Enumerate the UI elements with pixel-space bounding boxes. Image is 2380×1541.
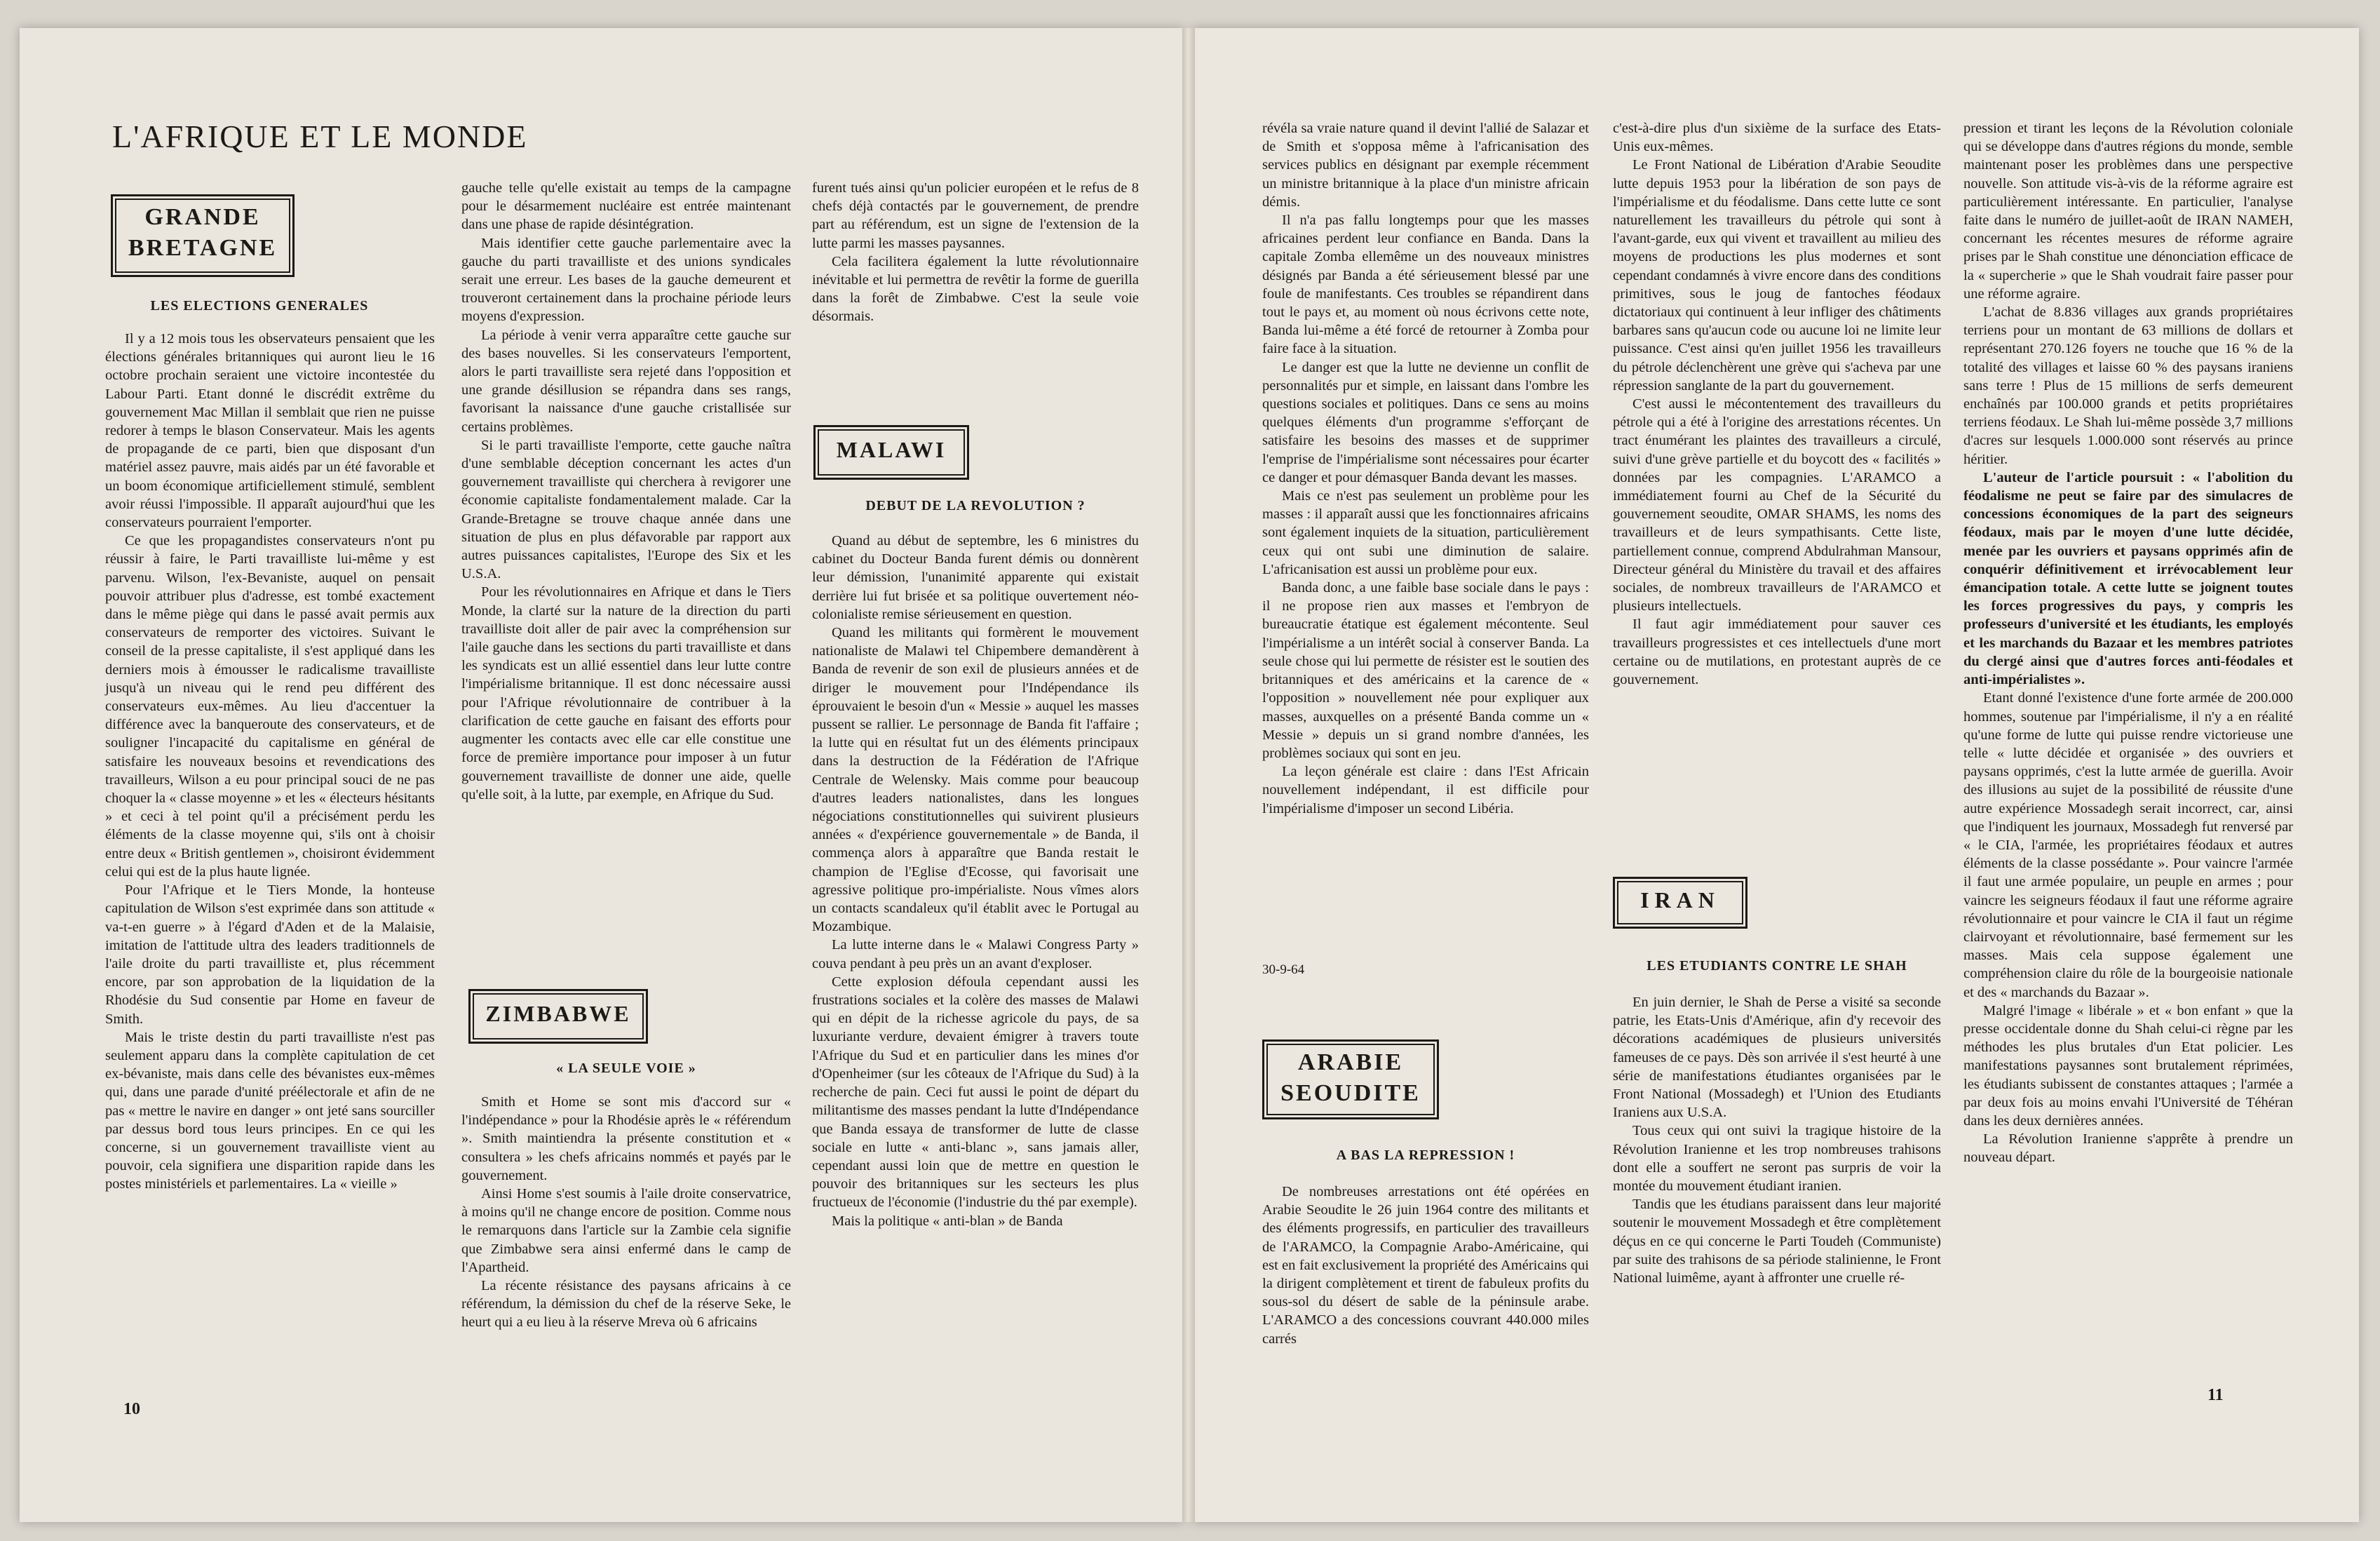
iran-continued-column <box>1963 119 2293 1167</box>
malawi-paragraph: La leçon générale est claire : dans l'Est Africain nouvellement indépendant, il est difficile pour l'impérialisme d'imposer un second Libéria. <box>1262 764 1589 816</box>
gb-subheading: LES ELECTIONS GENERALES <box>150 298 369 314</box>
malawi-paragraph: Mais ce n'est pas seulement un problème pour les masses : il apparaît aussi que les fonctionnaires africains sont également inquiets de la situation, particulièrement ceux qui ont subi une diminution de salaire. L'africanisation est aussi un problème pour eux. <box>1262 488 1589 577</box>
page-gutter <box>1182 28 1195 1522</box>
malawi-column <box>812 532 1139 1230</box>
iran-paragraph: Tandis que les étudians paraissent dans leur majorité soutenir le mouvement Mossadegh et être complètement déçus en ce qui concerne le Parti Toudeh (Communiste) par suite des trahisons de sa période stalinienne, le Front National luimême, ayant à affronter une cruelle ré- <box>1613 1197 1941 1286</box>
malawi-paragraph: La lutte interne dans le « Malawi Congress Party » couva pendant à peu près un an avant d'exploser. <box>812 937 1139 971</box>
zimbabwe-subheading: « LA SEULE VOIE » <box>556 1061 696 1076</box>
gb-paragraph: Il y a 12 mois tous les observateurs pensaient que les élections générales britanniques qui auront lieu le 16 octobre prochain seraient une victoire incontestée du Labour Parti. Etant donné le discrédit extrême du gouvernement Mac Millan il semblait que rien ne puisse redorer à temps le blason Conservateur. Mais les agents de propagande de ce parti, bien que disposant d'un matériel assez pauvre, mais aidés par un été favorable et un boom économique artificiellement stimulé, semblent avoir réussi l'impossible. Il apparaît aujourd'hui que les conservateurs pourraient l'emporter. <box>105 331 435 531</box>
arabie-subheading: A BAS LA REPRESSION ! <box>1336 1148 1515 1163</box>
iran-paragraph: Tous ceux qui ont suivi la tragique histoire de la Révolution Iranienne et les trop nombreuses trahisons dont elle a souffert ne seront pas surpris de voir la montée du mouvement étudiant iranien. <box>1613 1123 1941 1195</box>
iran-paragraph: L'achat de 8.836 villages aux grands propriétaires terriens pour un montant de 63 millions de dollars et représentant 270.126 foyers ne touche que 16 % de la totalité des villages et laisse 60 % des paysans iraniens sans terre ! Plus de 15 millions de serfs demeurent enchaînés par 100.000 grands et petits propriétaires terriens féodaux. Le Shah lui-même possède 3,7 millions d'acres sur lesquels 1.000.000 sont réservés au prince héritier. <box>1963 304 2293 467</box>
gb-paragraph: Pour les révolutionnaires en Afrique et dans le Tiers Monde, la clarté sur la nature de la direction du parti travailliste doit aller de pair avec la compréhension sur l'aile gauche dans les sections du parti travailliste et dans les syndicats est un allié essentiel dans leur lutte contre l'impérialisme britannique. Il est donc nécessaire aussi pour l'Afrique révolutionnaire de contribuer à la clarification de cette gauche en faisant des efforts pour augmenter les contacts avec elle car elle constitue une force de première importance pour imposer à un futur gouvernement travailliste de donner une aide, quelle qu'elle soit, à la lutte, par exemple, en Afrique du Sud. <box>461 584 791 802</box>
malawi-paragraph: Banda donc, a une faible base sociale dans le pays : il ne propose rien aux masses et l'embryon de bureaucratie étatique est également mécontente. Seul l'impérialisme a un intérêt social à conserver Banda. La seule chose qui lui permette de résister est le soutien des britanniques et des américains et la carence de « l'opposition » nouvellement née pour expliquer aux masses, auxquelles on a présenté Banda comme un « Messie » depuis un si grand nombre d'années, les problèmes sociaux qui sont en jeu. <box>1262 580 1589 761</box>
zimbabwe-paragraph: Ainsi Home s'est soumis à l'aile droite conservatrice, à moins qu'il ne change encore de position. Comme nous le remarquons dans l'article sur la Zambie cela signifie que Zimbabwe sera ainsi enfermé dans le camp de l'Apartheid. <box>461 1186 791 1275</box>
iran-heading-text: IRAN <box>1640 887 1720 913</box>
iran-paragraph: En juin dernier, le Shah de Perse a visité sa seconde patrie, les Etats-Unis d'Amérique, afin d'y recevoir des décorations académiques de plusieurs universités fameuses de ce pays. Dès son arrivée il s'est heurté à une série de manifestations étudiantes organisées par le Front National (Mossadegh) et l'Union des Etudiants Iraniens aux U.S.A. <box>1613 995 1941 1121</box>
malawi-heading <box>813 425 969 480</box>
article-date: 30-9-64 <box>1262 962 1305 977</box>
arabie-heading <box>1262 1039 1439 1119</box>
zimbabwe-paragraph: Cela facilitera également la lutte révolutionnaire inévitable et lui permettra de revêtir la forme de guerilla dans la forêt de Zimbabwe. C'est la seule voie désormais. <box>812 253 1139 325</box>
zimbabwe-paragraph: La récente résistance des paysans africains à ce référendum, la démission du chef de la réserve Seke, le heurt qui a eu lieu à la réserve Mreva où 6 africains <box>461 1278 791 1331</box>
iran-paragraph: Etant donné l'existence d'une forte armée de 200.000 hommes, soutenue par l'impérialisme, il n'y a en réalité qu'une forme de lutte qui puisse rendre victorieuse une telle « lutte décidée et organisée » des ouvriers et paysans opprimés, c'est la lutte armée de guerilla. Avoir des illusions au sujet de la possibilité de réussite d'une autre expérience Mossadegh serait incorrect, car, ainsi que l'indiquent les journaux, Mossadegh fut renversé par « le CIA, l'armée, les propriétaires féodaux et autres éléments de la classe possédante ». Pour vaincre l'armée il faut une armée populaire, un peuple en armes ; pour vaincre les seigneurs féodaux il faut une réforme agraire révolutionnaire et pour vaincre le CIA il faut un régime clairvoyant et révolutionnaire, basé fermement sur les masses. Mais cela suppose également une compréhension claire du rôle de la bourgeoisie nationale et des « marchands du Bazaar ». <box>1963 690 2293 1000</box>
gb-column-1 <box>105 330 435 1194</box>
page-title: L'AFRIQUE ET LE MONDE <box>112 119 528 154</box>
arabie-paragraph: C'est aussi le mécontentement des travailleurs du pétrole qui a été à l'origine des arrestations récentes. Un tract énumérant les plaintes des travailleurs a circulé, suivi d'une grève partielle et du boycott des « facilités » données par les compagnies. L'ARAMCO a immédiatement fourni au Chef de la Sécurité du gouvernement seoudite, OMAR SHAMS, les noms des travailleurs et de leurs sympathisants. Cette liste, partiellement connue, comprend Abdulrahman Mansour, Directeur général du Ministère du travail et des affaires sociales, de nombreux travailleurs de l'ARAMCO et plusieurs intellectuels. <box>1613 396 1941 614</box>
zimbabwe-heading <box>468 989 648 1044</box>
column-3-top <box>812 179 1139 326</box>
gb-heading <box>111 194 295 277</box>
arabie-heading-text: ARABIE SEOUDITE <box>1280 1049 1421 1106</box>
iran-paragraph: pression et tirant les leçons de la Révolution coloniale qui se développe dans d'autres régions du monde, semble maintenant poser les problèmes dans une perspective nouvelle. Son attitude vis-à-vis de la réforme agraire est particulièrement intéressante. En particulier, l'analyse faite dans le numéro de juillet-août de IRAN NAMEH, concernant les récentes mesures de réforme agraire prises par le Shah constitue une dénonciation efficace de la « supercherie » que le Shah voudrait faire passer pour une réforme agraire. <box>1963 121 2293 302</box>
malawi-heading-text: MALAWI <box>836 437 947 462</box>
gb-paragraph: La période à venir verra apparaître cette gauche sur des bases nouvelles. Si les conservateurs l'emportent, alors le parti travailliste sera rejeté dans l'opposition et une grande désillusion se répandra dans ses rangs, favorisant la naissance d'une gauche cristallisée sur certains problèmes. <box>461 327 791 435</box>
iran-paragraph: L'auteur de l'article poursuit : « l'abolition du féodalisme ne peut se faire par des simulacres de concessions économiques de la part des seigneurs féodaux, mais par le moyen d'une lutte décidée, menée par les ouvriers et paysans opprimés afin de conquérir définitivement et irrévocablement leur émancipation totale. A cette lutte se joignent toutes les forces progressives du pays, y compris les professeurs d'université et les étudiants, les employés et les marchands du Bazaar et les membres patriotes du clergé ainsi que d'autres forces anti-féodales et anti-impérialistes ». <box>1963 469 2293 688</box>
zimbabwe-heading-text: ZIMBABWE <box>485 1001 631 1026</box>
gb-paragraph: Mais le triste destin du parti travailliste n'est pas seulement apparu dans la complète capitulation de cet ex-bévaniste, mais dans celle des bévanistes eux-mêmes qui, dans une parade d'unité préélectorale et afin de ne pas « mettre le navire en danger » ont jeté sans sourciller par dessus bord tous leurs principes. En ce qui les concerne, si un gouvernement travailliste vient au pouvoir, cela signifiera une disparition rapide dans les postes ministériels et parlementaires. La « vieille » <box>105 1029 435 1192</box>
arabie-paragraph: Il faut agir immédiatement pour sauver ces travailleurs progressistes et ces intellectuels d'une mort certaine ou de mutilations, en protestant auprès de ce gouvernement. <box>1613 617 1941 688</box>
gb-paragraph: Si le parti travailliste l'emporte, cette gauche naîtra d'une semblable déception concernant les actes d'un gouvernement travailliste qui cherchera à revigorer une économie capitaliste fondamentalement malade. Car la Grande-Bretagne se trouve chaque année dans une situation de plus en plus défavorable par rapport aux autres puissances capitalistes, l'Europe des Six et les U.S.A. <box>461 437 791 582</box>
gb-column-2 <box>461 179 791 804</box>
arabie-paragraph: Le Front National de Libération d'Arabie Seoudite lutte depuis 1953 pour la libération de son pays de l'impérialisme et du féodalisme. Dans cette lutte ce sont naturellement les travailleurs du pétrole qui sont à l'avant-garde, eux qui vivent et travaillent au milieu des moyens de productions les plus modernes et sont cependant condamnés à vivre encore dans des conditions primitives, sous le joug de fantoches féodaux dictatoriaux qui continuent à leur infliger des châtiments barbares sans qu'aucun code ou aucune loi ne limite leur puissance. C'est ainsi qu'en juillet 1956 les travailleurs du pétrole déclenchèrent une grève qui s'acheva par une répression sanglante de la part du gouvernement. <box>1613 157 1941 393</box>
iran-heading <box>1613 877 1747 929</box>
malawi-paragraph: Cette explosion défoula cependant aussi les frustrations sociales et la colère des masses de Malawi qui en dépit de la richesse agricole du pays, de sa luxuriante verdure, devaient émigrer à travers toute l'Afrique du Sud et en particulier dans les mines d'or d'Openheimer (sur les côteaux de l'Afrique du Sud) à la recherche de pain. Ceci fut aussi le point de départ du militantisme des masses pendant la lutte d'Indépendance que Banda essaya de transformer de lutte de classe sociale en lutte « anti-blanc », sans jamais aller, cependant aussi loin que de mettre en question le pouvoir des britanniques sur les secteurs les plus fructueux de l'économie (l'industrie du thé par exemple). <box>812 974 1139 1211</box>
page-number-right: 11 <box>2207 1386 2224 1404</box>
malawi-paragraph: Il n'a pas fallu longtemps pour que les masses africaines perdent leur confiance en Banda. Dans la capitale Zomba ellemême un des nouveaux ministres désignés par Banda a été sérieusement blessé par une foule de manifestants. Ces troubles se répandirent dans tout le pays et, au moment où nous écrivons cette note, Banda lui-même a été forcé de retourner à Zomba pour faire face à la situation. <box>1262 213 1589 357</box>
page-number-left: 10 <box>123 1400 140 1418</box>
iran-subheading: LES ETUDIANTS CONTRE LE SHAH <box>1647 958 1907 974</box>
malawi-paragraph: Mais la politique « anti-blan » de Banda <box>832 1213 1063 1229</box>
zimbabwe-paragraph: Smith et Home se sont mis d'accord sur « l'indépendance » pour la Rhodésie après le « référendum ». Smith maintiendra la présente constitution et « consultera » les chefs africains nommés et payés par le gouvernement. <box>461 1094 791 1183</box>
gb-heading-text: GRANDE BRETAGNE <box>128 204 278 261</box>
iran-paragraph: Malgré l'image « libérale » et « bon enfant » que la presse occidentale donne du Shah celui-ci règne par les méthodes les plus brutales d'un Etat policier. Les manifestations paysannes sont brutalement réprimées, les étudiants subissent de constantes attaques ; l'armée a par deux fois au moins envahi l'Université de Téhéran dans les deux dernières années. <box>1963 1002 2293 1129</box>
malawi-continued-column <box>1262 119 1589 818</box>
iran-column <box>1613 993 1941 1287</box>
malawi-paragraph: Le danger est que la lutte ne devienne un conflit de personnalités pur et simple, en laissant dans l'ombre les questions sociales et politiques. Dans ce sens au moins quelques éléments d'un programme s'efforçant de satisfaire les besoins des masses et de supprimer l'emprise de l'impérialisme sont nécessaires pour écarter ce danger et pour démasquer Banda devant les masses. <box>1262 359 1589 485</box>
gb-paragraph: Ce que les propagandistes conservateurs n'ont pu réussir à faire, le Parti travailliste lui-même y est parvenu. Wilson, l'ex-Bevaniste, auquel on pensait pouvoir attribuer plus d'adresse, est tombé exactement dans le même piège qui dans le passé avait permis aux conservateurs de remporter des victoires. Suivant le conseil de la presse capitaliste, il s'est appliqué dans les derniers mois à émousser le radicalisme travailliste jusqu'à un niveau qui le rend peu différent des conservateurs eux-mêmes. Au lieu d'accentuer la différence avec la banqueroute des conservateurs, et de souligner l'incapacité du capitalisme en général de satisfaire les nouveaux besoins et revendications des travailleurs, Wilson a eu pour principal souci de ne pas choquer la « classe moyenne » et les « électeurs hésitants » et ceci à tel point qu'il a précisément perdu les éléments de la classe moyenne qui, s'ils ont à choisir entre deux « British gentlemen », choisiront évidemment celui qui est de la plus haute lignée. <box>105 533 435 880</box>
arabie-paragraph: De nombreuses arrestations ont été opérées en Arabie Seoudite le 26 juin 1964 contre des militants et des éléments progressifs, en particulier des travailleurs de l'ARAMCO, la Compagnie Arabo-Américaine, qui est en fait exclusivement la propriété des Américains qui la dirigent complètement et tirent de fabuleux profits du sous-sol du désert de sable de la péninsule arabe. L'ARAMCO a des concessions couvrant 440.000 miles carrés <box>1262 1184 1589 1347</box>
gb-paragraph: gauche telle qu'elle existait au temps de la campagne pour le désarmement nucléaire est entrée maintenant dans une phase de rapide désintégration. <box>461 180 791 233</box>
arabie-continued-column <box>1613 119 1941 689</box>
iran-paragraph: La Révolution Iranienne s'apprête à prendre un nouveau départ. <box>1963 1131 2293 1166</box>
malawi-paragraph: Quand au début de septembre, les 6 ministres du cabinet du Docteur Banda furent démis ou donnèrent leur démission, l'unanimité apparente qui existait derrière lui fut brisée et sa politique ouvertement néo-colonialiste remise sérieusement en question. <box>812 533 1139 622</box>
malawi-paragraph: révéla sa vraie nature quand il devint l'allié de Salazar et de Smith et s'opposa même à l'africanisation des services publics en désignant par exemple récemment un ministre britannique à la place d'un ministre africain démis. <box>1262 121 1589 210</box>
gb-paragraph: Mais identifier cette gauche parlementaire avec la gauche du parti travailliste et des unions syndicales serait une erreur. Les bases de la gauche demeurent et trouveront certainement dans la prochaine période leurs moyens d'expression. <box>461 235 791 325</box>
gb-paragraph: Pour l'Afrique et le Tiers Monde, la honteuse capitulation de Wilson s'est exprimée dans son attitude « va-t-en guerre » à l'égard d'Aden et de la Malaisie, imitation de l'attitude ultra des leaders traditionnels de l'aile droite du parti travailliste et, plus récemment encore, par son approbation de la liquidation de la Rhodésie du Sud consentie par Home en faveur de Smith. <box>105 882 435 1027</box>
zimbabwe-paragraph: furent tués ainsi qu'un policier européen et le refus de 8 chefs déjà contactés par le gouvernement, de prendre part au référendum, est un signe de l'extension de la lutte parmi les masses paysannes. <box>812 180 1139 251</box>
malawi-subheading: DEBUT DE LA REVOLUTION ? <box>865 498 1086 513</box>
malawi-paragraph: Quand les militants qui formèrent le mouvement nationaliste de Malawi tel Chipembere demandèrent à Banda de revenir de son exil de plusieurs années et de diriger le mouvement pour l'Indépendance ils éprouvaient le besoin d'un « Messie » auquel les masses pussent se rallier. Le personnage de Banda fit l'affaire ; la lutte qui en résultat fut un des éléments principaux dans la destruction de la Fédération de l'Afrique Centrale de Welensky. Mais comme pour beaucoup d'autres leaders nationalistes, dans les longues négociations constitutionnelles qui suivirent plusieurs années « d'expérience gouvernementale » de Banda, il commença alors à apparaître que Banda restait le champion de l'Eglise d'Ecosse, qui favorisait une agressive politique pro-impérialiste. Nous vîmes alors un contacts scandaleux qu'il établit avec le Portugal au Mozambique. <box>812 625 1139 935</box>
arabie-column <box>1262 1183 1589 1348</box>
arabie-paragraph: c'est-à-dire plus d'un sixième de la surface des Etats-Unis eux-mêmes. <box>1613 121 1941 155</box>
zimbabwe-column <box>461 1093 791 1332</box>
